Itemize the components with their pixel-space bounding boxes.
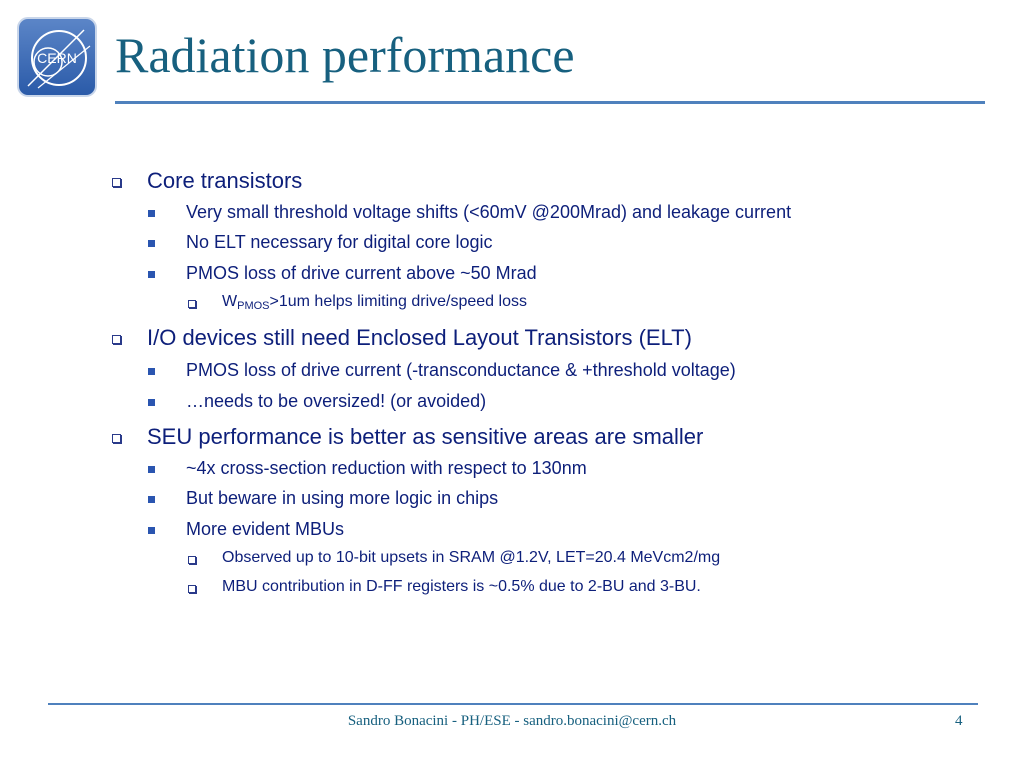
- open-square-bullet-icon: [112, 178, 121, 187]
- bullet-wpmos: [222, 293, 527, 312]
- bullet-core-transistors: Core transistors: [147, 168, 303, 193]
- bullet-mbus: More evident MBUs: [186, 519, 345, 539]
- open-square-bullet-icon: [188, 556, 196, 564]
- open-square-bullet-icon: [112, 434, 121, 443]
- open-square-bullet-icon: [188, 585, 196, 593]
- square-bullet-icon: [148, 466, 155, 473]
- square-bullet-icon: [148, 527, 155, 534]
- bullet-pmos-loss: PMOS loss of drive current above ~50 Mrad: [186, 263, 537, 283]
- bullet-dff-mbu: MBU contribution in D-FF registers is ~0.5% due to 2-BU and 3-BU.: [222, 578, 701, 595]
- wpmos-rest: >1um helps limiting drive/speed loss: [269, 293, 527, 310]
- bullet-seu-performance: SEU performance is better as sensitive areas are smaller: [147, 424, 704, 449]
- square-bullet-icon: [148, 240, 155, 247]
- bullet-beware-logic: But beware in using more logic in chips: [186, 488, 499, 508]
- bullet-no-elt: No ELT necessary for digital core logic: [186, 232, 493, 252]
- bullet-io-devices: I/O devices still need Enclosed Layout Transistors (ELT): [147, 325, 692, 350]
- bullet-pmos-transconductance: PMOS loss of drive current (-transconductance & +threshold voltage): [186, 360, 736, 380]
- bullet-cross-section: ~4x cross-section reduction with respect to 130nm: [186, 458, 587, 478]
- open-square-bullet-icon: [112, 335, 121, 344]
- bullet-oversized: …needs to be oversized! (or avoided): [186, 391, 487, 411]
- open-square-bullet-icon: [188, 300, 196, 308]
- square-bullet-icon: [148, 496, 155, 503]
- square-bullet-icon: [148, 368, 155, 375]
- footer-text: Sandro Bonacini - PH/ESE - sandro.bonacini@cern.ch: [347, 713, 677, 729]
- square-bullet-icon: [148, 210, 155, 217]
- footer-divider: [48, 703, 978, 705]
- square-bullet-icon: [148, 271, 155, 278]
- square-bullet-icon: [148, 399, 155, 406]
- slide-title: Radiation performance: [115, 27, 575, 83]
- page-number: 4: [955, 713, 963, 729]
- bullet-sram-upsets: Observed up to 10-bit upsets in SRAM @1.2V, LET=20.4 MeVcm2/mg: [222, 549, 721, 566]
- wpmos-main: W: [222, 293, 238, 310]
- cern-logo-text: CERN: [37, 50, 77, 66]
- wpmos-subscript: PMOS: [237, 300, 270, 312]
- bullet-threshold-shifts: Very small threshold voltage shifts (<60mV @200Mrad) and leakage current: [186, 202, 792, 222]
